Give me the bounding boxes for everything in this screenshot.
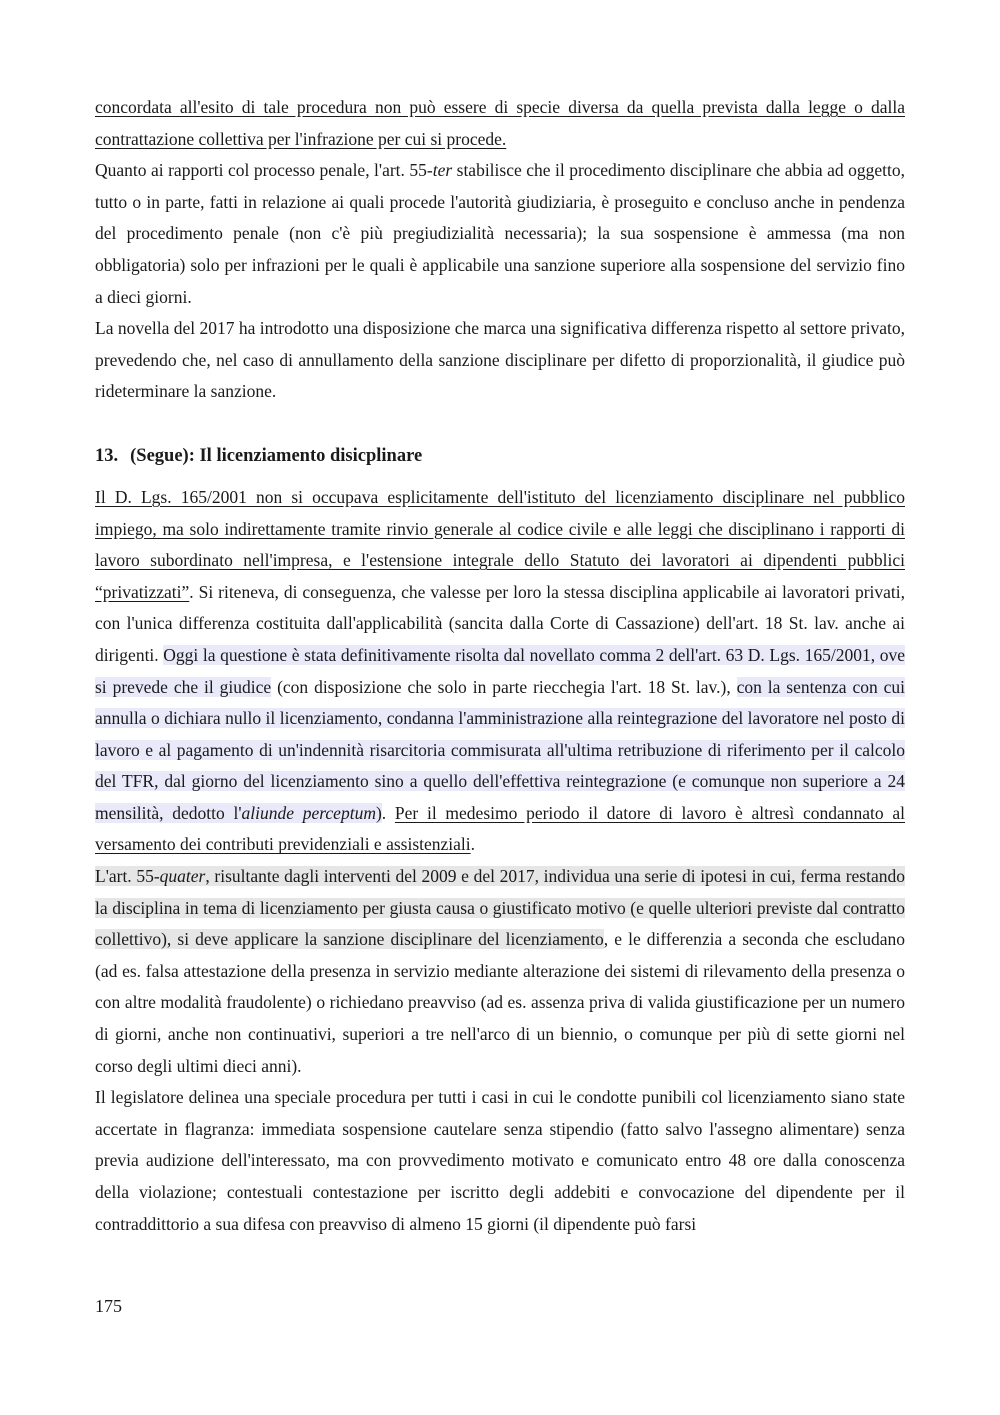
text-span: Quanto ai rapporti col processo penale, l'art. 55- <box>95 160 433 181</box>
text-span: . <box>381 802 395 823</box>
underlined-text: Il D. Lgs. 165/2001 non si occupava esplicitamente dell'istituto del licenziamento disciplinare nel pubblico impiego, ma solo indirettamente tramite rinvio generale al codice civile e alle leggi che disciplinano i rapporti di lavoro subordinato nell'impresa, e l'estensione integrale dello Statuto dei lavoratori ai dipendenti pubblici “privatizzati” <box>95 486 905 602</box>
highlighted-text: Oggi la questione è stata definitivamente risolta dal novellato comma 2 dell'art. 63 D. Lgs. 165/2001, ove si prevede che il giudice <box>95 644 905 697</box>
paragraph-novella-2017 <box>95 313 905 408</box>
section-title: (Segue): Il licenziamento disicplinare <box>130 445 423 466</box>
highlighted-text: con la sentenza con cui annulla o dichiara nullo il licenziamento, condanna l'amministrazione alla reintegrazione del lavoratore nel posto di lavoro e al pagamento di un'indennità risarcitoria commisurata all'ultima retribuzione di riferimento per il calcolo del TFR, dal giorno del licenziamento sino a quello dell'effettiva reintegrazione (e comunque non superiore a 24 mensilità, dedotto l' <box>95 676 905 823</box>
highlighted-text: ) <box>375 802 382 823</box>
text-span: . <box>470 834 476 855</box>
italic-text: ter <box>432 160 453 181</box>
highlighted-text-group <box>95 677 905 823</box>
paragraph-criminal-process <box>95 155 905 313</box>
paragraph-dismissal-history <box>95 482 905 861</box>
paragraph-flagrant-procedure <box>95 1082 905 1240</box>
paragraph-procedure-end <box>95 92 905 155</box>
text-span: . Si riteneva, di conseguenza, che valesse per loro la stessa disciplina applicabile ai lavoratori privati, con l'unica differenza costituita dall'applicabilità (sancita dalla Corte di Cassazione) dell'art. 18 St. lav. anche ai dirigenti. <box>95 581 905 665</box>
italic-text: quater <box>159 866 206 887</box>
underlined-text: concordata all'esito di tale procedura non può essere di specie diversa da quella prevista dalla legge o dalla contrattazione collettiva per l'infrazione per cui si procede. <box>95 97 905 149</box>
text-span: stabilisce che il procedimento disciplinare che abbia ad oggetto, tutto o in parte, fatti in relazione ai quali procede l'autorità giudiziaria, è proseguito e concluso anche in pendenza del procedimento penale (non c'è più pregiudizialità necessaria); la sua sospensione è ammessa (ma non obbligatoria) solo per infrazioni per le quali è applicabile una sanzione superiore alla sospensione del servizio fino a dieci giorni. <box>95 160 905 307</box>
document-page <box>95 92 905 1240</box>
text-span: , e le differenzia a seconda che escludano (ad es. falsa attestazione della presenza in servizio mediante alterazione dei sistemi di rilevamento della presenza o con altre modalità fraudolente) o richiedano preavviso (ad es. assenza priva di valida giustificazione per un numero di giorni, anche non continuativi, superiori a tre nell'arco di un biennio, o comunque per più di sette giorni nel corso degli ultimi dieci anni). <box>95 929 905 1076</box>
page-number: 175 <box>95 1296 122 1316</box>
italic-text: aliunde perceptum <box>241 802 376 823</box>
text-span: La novella del 2017 ha introdotto una disposizione che marca una significativa differenza rispetto al settore privato, prevedendo che, nel caso di annullamento della sanzione disciplinare per difetto di proporzionalità, il giudice può rideterminare la sanzione. <box>95 318 905 402</box>
section-heading <box>95 440 905 472</box>
text-span: (con disposizione che solo in parte riecchegia l'art. 18 St. lav.), <box>271 676 737 697</box>
underlined-text: Per il medesimo periodo il datore di lavoro è altresì condannato al versamento dei contributi previdenziali e assistenziali <box>95 802 906 855</box>
highlighted-text: L'art. 55- <box>95 866 160 887</box>
text-span: Il legislatore delinea una speciale procedura per tutti i casi in cui le condotte punibili col licenziamento siano state accertate in flagranza: immediata sospensione cautelare senza stipendio (fatto salvo l'assegno alimentare) senza previa audizione dell'interessato, ma con provvedimento motivato e comunicato entro 48 ore dalla conoscenza della violazione; contestuali contestazione per iscritto degli addebiti e convocazione del dipendente per il contraddittorio a sua difesa con preavviso di almeno 15 giorni (il dipendente può farsi <box>95 1087 905 1234</box>
paragraph-art-55-quater <box>95 861 905 1082</box>
highlighted-text: , risultante dagli interventi del 2009 e del 2017, individua una serie di ipotesi in cui, ferma restando la disciplina in tema di licenziamento per giusta causa o giustificato motivo (e quelle ulteriori previste dal contratto collettivo), si deve applicare la sanzione disciplinare del licenziamento <box>95 866 905 950</box>
section-number: 13. <box>95 445 119 466</box>
